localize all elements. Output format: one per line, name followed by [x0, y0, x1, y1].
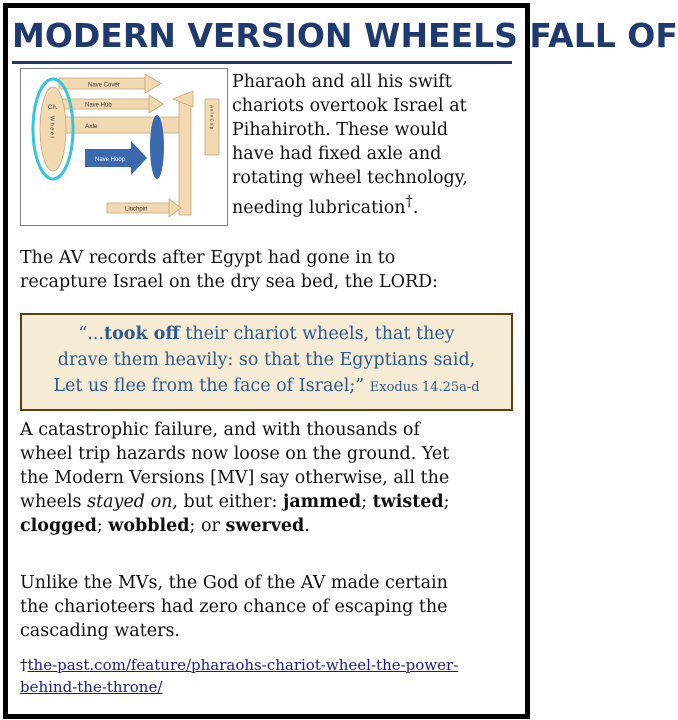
failure-or: ; or [189, 516, 226, 536]
conclusion-line-1: Unlike the MVs, the God of the AV made certain [20, 573, 448, 593]
quote-line-3-text: Let us flee from the face of Israel;” [53, 376, 365, 396]
footnote-line-1 [20, 654, 514, 676]
word-swerved: swerved [225, 516, 305, 536]
catastrophic-failure-paragraph [20, 418, 514, 538]
page-title: MODERN VERSION WHEELS FALL OF [12, 16, 678, 55]
axle-cap-label: A x l e C a p [209, 105, 215, 130]
intro-line-6 [232, 190, 514, 220]
intro-line-5: rotating wheel technology, [232, 168, 468, 188]
av-line-1: The AV records after Egypt had gone in to [20, 248, 396, 268]
nave-cover-arrowhead [145, 74, 161, 93]
av-records-paragraph [20, 246, 514, 294]
conclusion-line-3: cascading waters. [20, 621, 180, 641]
word-twisted: twisted [372, 492, 444, 512]
intro-line-4: have had fixed axle and [232, 144, 442, 164]
dagger-mark: † [405, 193, 413, 210]
quote-line-3 [22, 373, 511, 401]
quote-took-off: took off [104, 324, 180, 344]
chariot-wheel-diagram [20, 68, 228, 226]
failure-period: . [304, 516, 310, 536]
word-jammed: jammed [283, 492, 362, 512]
failure-sep-2: ; [96, 516, 109, 536]
quote-line-1 [22, 321, 511, 347]
scripture-quote-box [20, 313, 513, 411]
intro-paragraph [232, 70, 514, 220]
quote-line-2: drave them heavily: so that the Egyptians said, [57, 350, 476, 370]
nave-hoop-label: Nave Hoop [95, 157, 126, 163]
wheel-ch-label: Ch. [48, 105, 58, 111]
failure-line-4-end: ; [443, 492, 450, 512]
nave-cover-label: Nave Cover [88, 82, 120, 89]
wheel-label: W h e e l [48, 116, 55, 138]
stayed-on-emphasis: stayed on [87, 492, 173, 512]
conclusion-paragraph [20, 571, 514, 643]
title-underline [12, 61, 512, 64]
washer-ellipse [150, 115, 164, 179]
conclusion-line-2: the charioteers had zero chance of escaping the [20, 597, 448, 617]
footnote-line-2 [20, 676, 514, 698]
intro-line-3: Pihahiroth. These would [232, 120, 449, 140]
word-wobbled: wobbled [108, 516, 190, 536]
intro-line-2: chariots overtook Israel at [232, 96, 467, 116]
intro-line-1: Pharaoh and all his swift [232, 72, 452, 92]
failure-sep-1: ; [361, 492, 373, 512]
intro-line-6-end: . [412, 197, 419, 218]
nave-hoop-arrowhead [131, 141, 147, 175]
failure-line-4-a: wheels [20, 492, 88, 512]
wheel-assembly-figure [21, 69, 227, 225]
failure-line-1: A catastrophic failure, and with thousands of [20, 420, 420, 440]
intro-line-6-text: needing lubrication [232, 197, 406, 218]
quote-line-1-rest: their chariot wheels, that they [179, 324, 455, 344]
failure-line-3: the Modern Versions [MV] say otherwise, all the [20, 468, 450, 488]
failure-line-4 [20, 490, 514, 514]
footnote [20, 654, 514, 698]
nave-hub-arrowhead [149, 95, 163, 113]
failure-line-4-b: , but either: [172, 492, 284, 512]
linchpin-label: Linchpin [125, 206, 148, 213]
axle-cap-column [179, 99, 191, 215]
av-line-2: recapture Israel on the dry sea bed, the LORD: [20, 272, 439, 292]
failure-line-2: wheel trip hazards now loose on the ground. Yet [20, 444, 450, 464]
footnote-dagger: † [20, 656, 28, 674]
word-clogged: clogged [20, 516, 97, 536]
quote-reference: Exodus 14.25a-d [369, 380, 480, 395]
nave-hub-label: Nave Hub [85, 102, 112, 109]
source-link-part-1[interactable]: the-past.com/feature/pharaohs-chariot-wheel-the-power- [27, 656, 459, 674]
axle-label: Axle [85, 123, 98, 130]
source-link-part-2[interactable]: behind-the-throne/ [20, 678, 163, 696]
failure-line-5 [20, 514, 514, 538]
quote-open: “... [78, 324, 105, 344]
